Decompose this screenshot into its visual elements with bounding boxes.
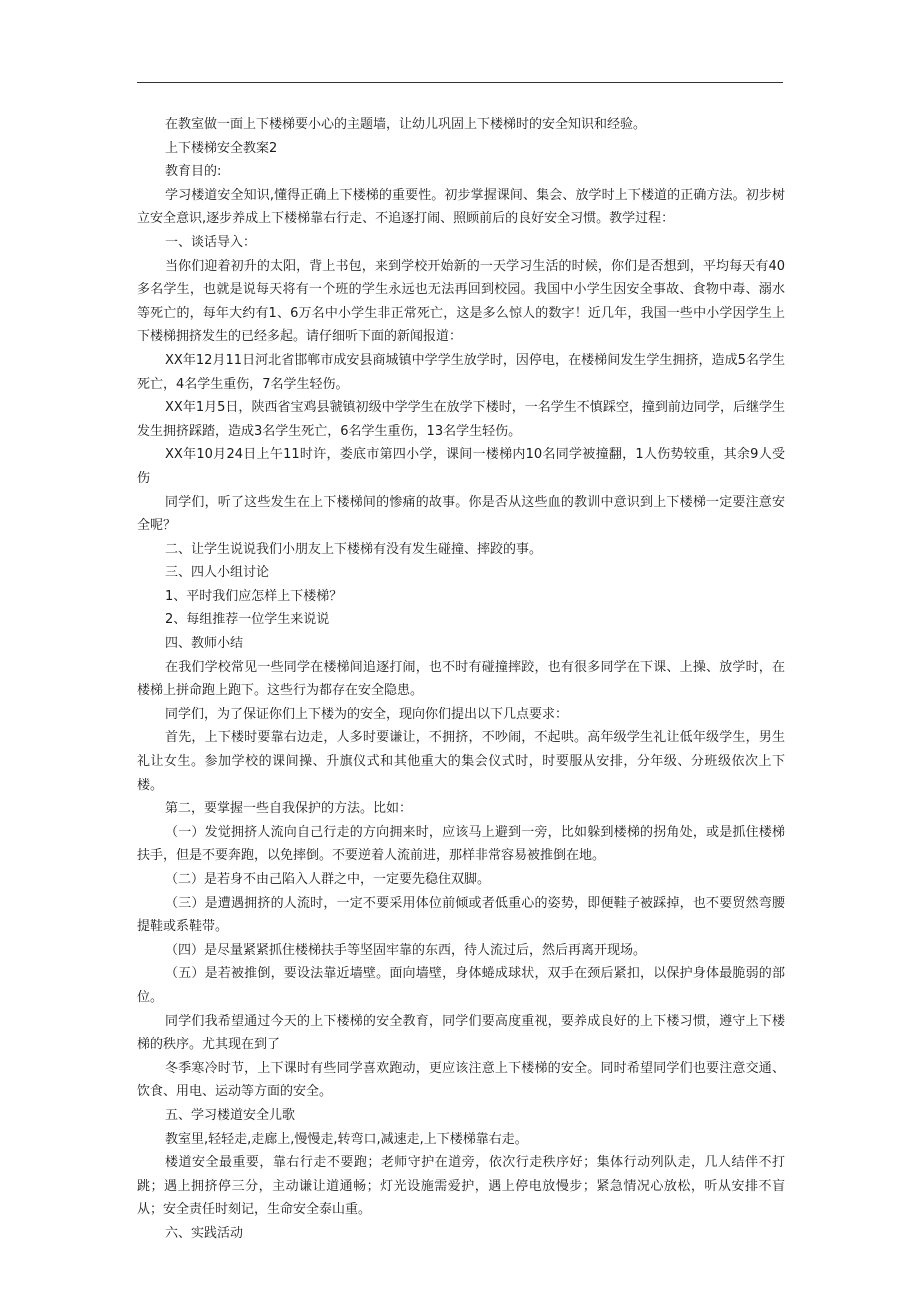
list-item: （一）发觉拥挤人流向自己行走的方向拥来时，应该马上避到一旁，比如躲到楼梯的拐角处，或是抓住楼梯扶手，但是不要奔跑，以免摔倒。不要逆着人流前进，那样非常容易被推倒在地。	[137, 824, 785, 864]
section-heading: 五、学习楼道安全儿歌	[165, 1107, 296, 1123]
list-item: （四）是尽量紧紧抓住楼梯扶手等坚固牢靠的东西，待人流过后，然后再离开现场。	[165, 942, 647, 958]
section-heading: 三、四人小组讨论	[165, 565, 270, 581]
paragraph: 教育目的:	[165, 164, 222, 180]
paragraph: XX年1月5日，陕西省宝鸡县虢镇初级中学学生在放学下楼时，一名学生不慎踩空，撞到前边同学，后继学生发生拥挤踩踏，造成3名学生死亡，6名学生重伤，13名学生轻伤。	[137, 400, 785, 439]
list-item: （三）是遭遇拥挤的人流时，一定不要采用体位前倾或者低重心的姿势，即便鞋子被踩掉，也不要贸然弯腰提鞋或系鞋带。	[137, 895, 785, 935]
section-heading: 四、教师小结	[165, 636, 244, 652]
paragraph: 冬季寒冷时节，上下课时有些同学喜欢跑动，更应该注意上下楼梯的安全。同时希望同学们也要注意交通、饮食、用电、运动等方面的安全。	[137, 1060, 785, 1100]
paragraph: XX年10月24日上午11时许，娄底市第四小学，课间一楼梯内10名同学被撞翻，1人伤势较重，其余9人受伤	[137, 447, 785, 486]
section-heading: 二、让学生说说我们小朋友上下楼梯有没有发生碰撞、摔跤的事。	[165, 541, 543, 557]
list-item: 1、平时我们应怎样上下楼梯？	[165, 588, 343, 604]
list-item: 2、每组推荐一位学生来说说	[165, 612, 330, 628]
paragraph: 学习楼道安全知识,懂得正确上下楼梯的重要性。初步掌握课间、集会、放学时上下楼道的正确方法。初步树立安全意识,逐步养成上下楼梯靠右行走、不追逐打闹、照顾前后的良好安全习惯。教学过程：	[137, 187, 785, 227]
paragraph: 在教室做一面上下楼梯要小心的主题墙，让幼儿巩固上下楼梯时的安全知识和经验。	[165, 117, 647, 132]
list-item: （五）是若被推倒，要设法靠近墙壁。面向墙壁，身体蜷成球状，双手在颈后紧扣，以保护身体最脆弱的部位。	[137, 966, 785, 1005]
paragraph: 同学们我希望通过今天的上下楼梯的安全教育，同学们要高度重视，要养成良好的上下楼习惯，遵守上下楼梯的秩序。尤其现在到了	[137, 1013, 785, 1053]
section-heading: 一、谈话导入：	[165, 234, 257, 250]
section-title: 上下楼梯安全教案2	[165, 140, 278, 156]
list-item: （二）是若身不由己陷入人群之中，一定要先稳住双脚。	[165, 872, 491, 887]
paragraph: 同学们，为了保证你们上下楼为的安全，现向你们提出以下几点要求：	[165, 706, 569, 722]
header-rule	[137, 82, 783, 83]
document-body	[137, 113, 785, 1246]
paragraph: 在我们学校常见一些同学在楼梯间追逐打闹，也不时有碰撞摔跤，也有很多同学在下课、上操、放学时，在楼梯上拼命跑上跑下。这些行为都存在安全隐患。	[137, 659, 785, 699]
paragraph: 首先，上下楼时要靠右边走，人多时要谦让，不拥挤，不吵闹，不起哄。高年级学生礼让低年级学生，男生礼让女生。参加学校的课间操、升旗仪式和其他重大的集会仪式时，时要服从安排，分年级、分班级依次上下楼。	[137, 730, 785, 793]
section-heading: 六、实践活动	[165, 1225, 244, 1241]
paragraph: XX年12月11日河北省邯郸市成安县商城镇中学学生放学时，因停电，在楼梯间发生学生拥挤，造成5名学生死亡，4名学生重伤，7名学生轻伤。	[137, 352, 785, 392]
paragraph: 第二，要掌握一些自我保护的方法。比如：	[165, 801, 413, 817]
paragraph: 教室里,轻轻走,走廊上,慢慢走,转弯口,减速走,上下楼梯靠右走。	[165, 1131, 528, 1147]
paragraph: 当你们迎着初升的太阳，背上书包，来到学校开始新的一天学习生活的时候，你们是否想到，平均每天有40多名学生，也就是说每天将有一个班的学生永远也无法再回到校园。我国中小学生因安全事故、食物中毒、溺水等死亡的，每年大约有1、6万名中小学生非正常死亡，这是多么惊人的数字！近几年，我国一些中小学因学生上下楼梯拥挤发生的已经多起。请仔细听下面的新闻报道：	[137, 258, 785, 345]
paragraph: 楼道安全最重要，靠右行走不要跑；老师守护在道旁，依次行走秩序好；集体行动列队走，几人结伴不打跳；遇上拥挤停三分，主动谦让道通畅；灯光设施需爱护，遇上停电放慢步；紧急情况心放松，听从安排不盲从；安全责任时刻记，生命安全泰山重。	[137, 1155, 785, 1218]
paragraph: 同学们，听了这些发生在上下楼梯间的惨痛的故事。你是否从这些血的教训中意识到上下楼梯一定要注意安全呢？	[137, 494, 785, 534]
